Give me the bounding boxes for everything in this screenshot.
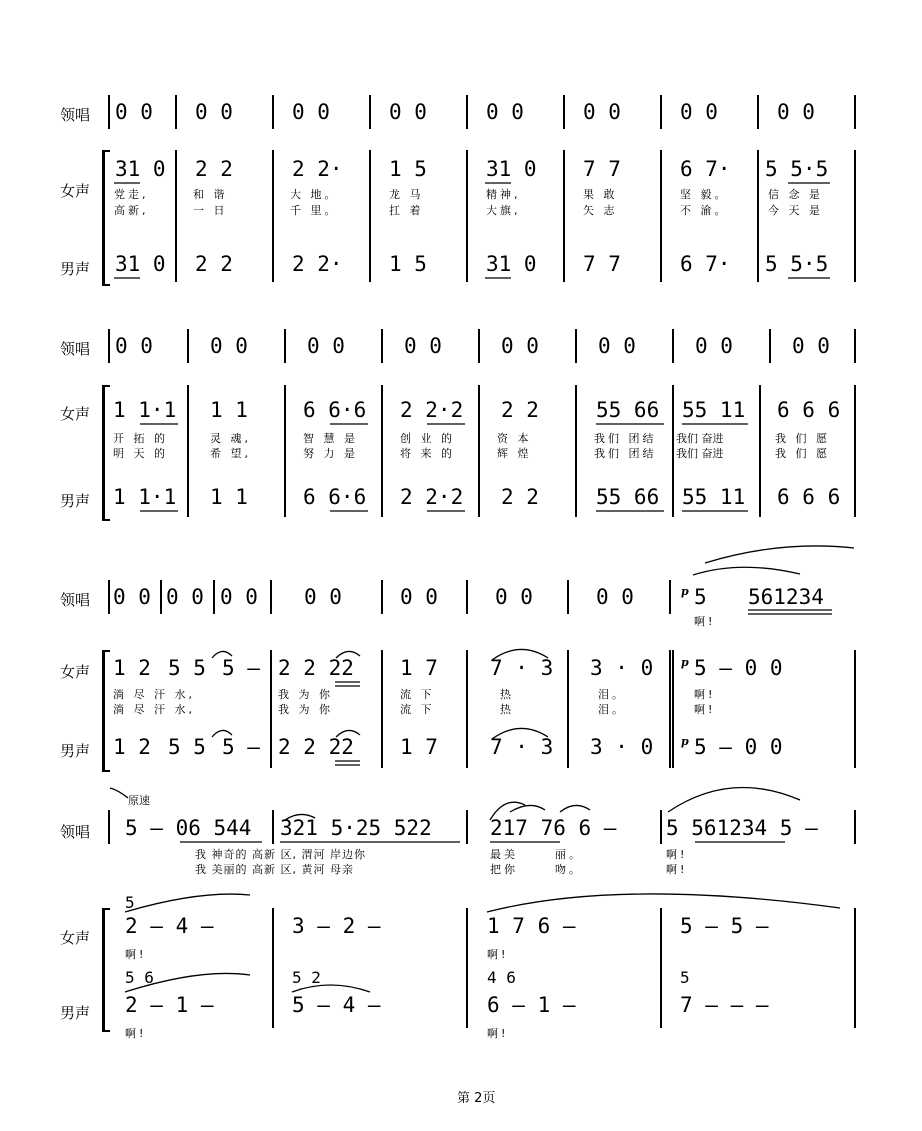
lyric: 啊! [694,703,716,716]
male-measure: 2 – 1 – [125,993,214,1017]
lyric: 啊! [487,1027,509,1040]
lead-measure: 5 – 06 544 [125,816,252,840]
part-label-male: 男声 [60,742,91,760]
slur [285,814,315,820]
lyric: 泪。 [598,703,626,716]
lyric: 和 谐 [193,188,228,201]
lead-measure: 217 76 6 – [490,816,617,840]
slur [487,894,840,912]
dynamic-mark: p [681,585,689,598]
male-upper-note: 5 6 [125,968,154,987]
lyric: 龙 马 [389,188,424,201]
male-measure: 6 – 1 – [487,993,576,1017]
female-measure: 5 – [222,656,260,680]
slur [292,985,370,992]
male-measure: 5 5 [168,735,206,759]
dynamic-mark: p [681,656,689,669]
female-measure: 55 11 [682,398,746,422]
lead-measure: 0 0 [777,100,815,124]
part-label-lead: 领唱 [60,340,91,358]
slur [212,651,232,658]
lyric: 我们 奋进 [676,432,724,445]
male-upper-note: 5 [680,968,690,987]
male-measure: 1 7 [400,735,438,759]
dynamic-mark: p [681,735,689,748]
female-measure: 31 0 [486,157,537,181]
slur [510,805,545,812]
male-measure: 2 2 [501,485,539,509]
lyric: 啊! [125,1027,147,1040]
lyric: 淌 尽 汗 水, [113,688,195,701]
lyric: 矢 志 [583,204,618,217]
lyric: 将 来 的 [400,447,455,460]
lyric: 热 [500,703,514,716]
female-measure: 6 7· [680,157,731,181]
slur [693,567,800,575]
male-measure: 1 2 [113,735,151,759]
female-measure: 7 · 3 [490,656,554,680]
lead-measure: 5 [694,585,707,609]
lyric: 一 日 [193,204,228,217]
female-measure: 2 2 22 [278,656,354,680]
lead-measure: 321 5·25 522 [280,816,432,840]
lead-measure: 0 0 [598,334,636,358]
lyric: 明 天 的 [113,447,168,460]
male-measure: 1 5 [389,252,427,276]
lyric: 希 望, [210,447,251,460]
lead-measure: 0 0 [307,334,345,358]
lead-measure: 0 0 [115,334,153,358]
lyric: 啊! [125,948,147,961]
tempo-mark: 原速 [128,794,150,807]
lyric: 啊! [694,615,716,628]
lead-measure: 0 0 [583,100,621,124]
part-label-male: 男声 [60,260,91,278]
female-measure: 31 0 [115,157,166,181]
lead-measure: 0 0 [195,100,233,124]
lead-measure: 0 0 [389,100,427,124]
part-label-lead: 领唱 [60,591,91,609]
lyric: 我 为 你 [278,688,333,701]
lyric: 我们 团结 [594,432,657,445]
lyric: 流 下 [400,703,435,716]
lead-measure: 0 0 [115,100,153,124]
male-measure: 5 – 0 0 [694,735,783,759]
female-measure: 2 2 [501,398,539,422]
lyric: 泪。 [598,688,626,701]
female-measure: 7 7 [583,157,621,181]
part-label-male: 男声 [60,1004,91,1022]
slur [336,651,360,658]
lead-measure: 0 0 [210,334,248,358]
male-measure: 5 – 4 – [292,993,381,1017]
part-label-female: 女声 [60,663,91,681]
lyric: 吻。 [555,863,583,876]
female-measure: 3 · 0 [590,656,654,680]
male-measure: 55 66 [596,485,660,509]
slur [705,546,854,563]
lead-measure: 0 0 [220,585,258,609]
male-measure: 2 2· [292,252,343,276]
male-measure: 31 0 [486,252,537,276]
female-measure: 1 7 6 – [487,914,576,938]
male-measure: 6 6 6 [777,485,841,509]
male-measure: 55 11 [682,485,746,509]
female-measure: 3 – 2 – [292,914,381,938]
female-measure: 1 5 [389,157,427,181]
lyric: 信 念 是 [768,188,823,201]
lyric: 今 天 是 [768,204,823,217]
lead-measure: 0 0 [495,585,533,609]
lyric: 高新, [114,204,149,217]
part-label-female: 女声 [60,182,91,200]
slur [490,802,525,820]
lead-measure: 0 0 [501,334,539,358]
lyric: 扛 着 [389,204,424,217]
part-label-lead: 领唱 [60,106,91,124]
male-measure: 3 · 0 [590,735,654,759]
male-measure: 5 5·5 [765,252,829,276]
male-measure: 7 · 3 [490,735,554,759]
slur [125,973,250,992]
lyric: 大 地。 [290,188,339,201]
female-measure: 5 – 0 0 [694,656,783,680]
female-measure: 5 5 [168,656,206,680]
part-label-female: 女声 [60,929,91,947]
slur [110,788,128,798]
slur [560,805,590,812]
lyric: 千 里。 [290,204,339,217]
lyric: 我 美丽的 高新 区, 黄河 母亲 [195,863,354,876]
female-measure: 1 7 [400,656,438,680]
female-upper-note: 5 [125,893,135,912]
lead-measure: 5 561234 5 – [666,816,818,840]
lyric: 果 敢 [583,188,618,201]
lead-measure: 0 0 [792,334,830,358]
male-upper-note: 4 6 [487,968,516,987]
lyric: 开 拓 的 [113,432,168,445]
male-upper-note: 5 2 [292,968,321,987]
lead-measure: 0 0 [292,100,330,124]
female-measure: 2 2·2 [400,398,464,422]
lyric: 最美 [490,848,518,861]
lead-measure: 0 0 [680,100,718,124]
male-measure: 1 1 [210,485,248,509]
female-measure: 2 – 4 – [125,914,214,938]
male-measure: 5 – [222,735,260,759]
female-measure: 55 66 [596,398,660,422]
lyric: 辉 煌 [497,447,532,460]
lyric: 把你 [490,863,518,876]
lead-measure: 0 0 [486,100,524,124]
lyric: 我 们 愿 [775,432,830,445]
slur [492,728,548,739]
lyric: 我 神奇的 高新 区, 渭河 岸边你 [195,848,366,861]
lyric: 啊! [666,848,688,861]
lyric: 淌 尽 汗 水, [113,703,195,716]
female-measure: 2 2 [195,157,233,181]
lead-measure: 0 0 [404,334,442,358]
lyric: 精神, [486,188,521,201]
female-measure: 6 6·6 [303,398,367,422]
lyric: 创 业 的 [400,432,455,445]
lyric: 灵 魂, [210,432,251,445]
lyric: 智 慧 是 [303,432,358,445]
male-measure: 2 2 [195,252,233,276]
male-measure: 6 7· [680,252,731,276]
male-measure: 2 2·2 [400,485,464,509]
part-label-lead: 领唱 [60,823,91,841]
female-measure: 5 – 5 – [680,914,769,938]
male-measure: 1 1·1 [113,485,177,509]
lead-measure: 0 0 [304,585,342,609]
lyric: 啊! [694,688,716,701]
female-measure: 1 1 [210,398,248,422]
lead-measure: 561234 [748,585,824,609]
female-measure: 5 5·5 [765,157,829,181]
slur [336,730,360,737]
male-measure: 31 0 [115,252,166,276]
slur [668,788,800,813]
lead-measure: 0 0 [695,334,733,358]
lyric: 大旗, [486,204,521,217]
lyric: 党走, [114,188,149,201]
part-label-male: 男声 [60,492,91,510]
lyric: 丽。 [555,848,583,861]
female-measure: 6 6 6 [777,398,841,422]
male-measure: 6 6·6 [303,485,367,509]
slur [125,894,250,912]
slur [492,649,548,660]
lyric: 热 [500,688,514,701]
female-measure: 1 2 [113,656,151,680]
lyric: 啊! [666,863,688,876]
female-measure: 1 1·1 [113,398,177,422]
lyric: 流 下 [400,688,435,701]
lyric: 我们 奋进 [676,447,724,460]
lyric: 坚 毅。 [680,188,729,201]
lyric: 啊! [487,948,509,961]
male-measure: 7 7 [583,252,621,276]
lead-measure: 0 0 [400,585,438,609]
lyric: 我们 团结 [594,447,657,460]
male-measure: 7 – – – [680,993,769,1017]
lyric: 资 本 [497,432,532,445]
lyric: 我 们 愿 [775,447,830,460]
lead-measure: 0 0 [113,585,151,609]
lead-measure: 0 0 [596,585,634,609]
part-label-female: 女声 [60,405,91,423]
lead-measure: 0 0 [166,585,204,609]
slur [212,730,232,737]
male-measure: 2 2 22 [278,735,354,759]
lyric: 努 力 是 [303,447,358,460]
lyric: 我 为 你 [278,703,333,716]
lyric: 不 渝。 [680,204,729,217]
page-number: 第 2页 [457,1091,496,1106]
female-measure: 2 2· [292,157,343,181]
